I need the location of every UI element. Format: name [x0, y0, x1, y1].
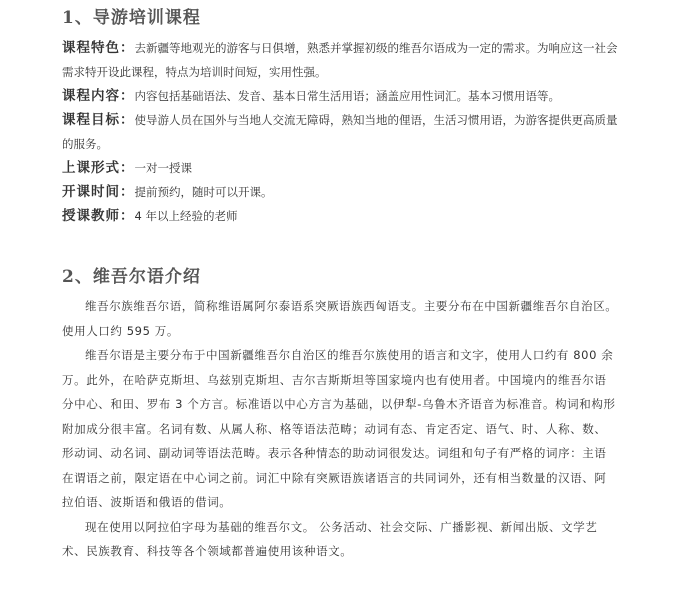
class-format-value: 一对一授课 — [134, 161, 192, 175]
teacher-value: 4 年以上经验的老师 — [134, 209, 238, 223]
intro-paragraph: 维吾尔语是主要分布于中国新疆维吾尔自治区的维吾尔族使用的语言和文字，使用人口约有 800 余万。此外，在哈萨克斯坦、乌兹别克斯坦、吉尔吉斯斯坦等国家境内也有使用者。中国境内的维吾尔语分中心、和田、罗布 3 个方言。标准语以中心方言为基础，以伊犁-乌鲁木齐语音为标准音。构词和构形附加成分很丰富。名词有数、从属人称、格等语法范畴；动词有态、肯定否定、语气、时、人称、数、形动词、动名词、副动词等语法范畴。表示各种情态的助动词很发达。词组和句子有严格的词序：主语在谓语之前，限定语在中心词之前。词汇中除有突厥语族诸语言的共同词外，还有相当数量的汉语、阿拉伯语、波斯语和俄语的借词。 — [62, 348, 616, 509]
uyghur-intro-block — [62, 294, 618, 564]
start-time-value: 提前预约，随时可以开课。 — [134, 185, 273, 199]
teacher-row — [62, 204, 618, 228]
course-content-row — [62, 84, 618, 108]
course-feature-label: 课程特色： — [62, 40, 135, 56]
course-content-value: 内容包括基础语法、发音、基本日常生活用语；涵盖应用性词汇。基本习惯用语等。 — [134, 89, 560, 103]
course-info-block — [62, 36, 618, 228]
intro-paragraph: 维吾尔族维吾尔语，简称维语属阿尔泰语系突厥语族西匈语支。主要分布在中国新疆维吾尔自治区。使用人口约 595 万。 — [62, 299, 618, 338]
section-title-uyghur-intro: 2、维吾尔语介绍 — [62, 267, 201, 287]
intro-paragraph: 现在使用以阿拉伯字母为基础的维吾尔文。 公务活动、社会交际、广播影视、新闻出版、文学艺术、民族教育、科技等各个领域都普遍使用该种语文。 — [62, 519, 598, 558]
course-goal-value: 使导游人员在国外与当地人交流无障碍，熟知当地的俚语，生活习惯用语，为游客提供更高质量的服务。 — [62, 113, 618, 151]
course-goal-row — [62, 108, 618, 156]
course-goal-label: 课程目标： — [62, 112, 135, 128]
start-time-row — [62, 180, 618, 204]
section-title-training-course: 1、导游培训课程 — [62, 8, 201, 28]
course-content-label: 课程内容： — [62, 88, 135, 104]
course-feature-row — [62, 36, 618, 84]
course-feature-value: 去新疆等地观光的游客与日俱增，熟悉并掌握初级的维吾尔语成为一定的需求。为响应这一社会需求特开设此课程，特点为培训时间短，实用性强。 — [62, 41, 618, 79]
class-format-label: 上课形式： — [62, 160, 135, 176]
start-time-label: 开课时间： — [62, 184, 135, 200]
teacher-label: 授课教师： — [62, 208, 135, 224]
class-format-row — [62, 156, 618, 180]
